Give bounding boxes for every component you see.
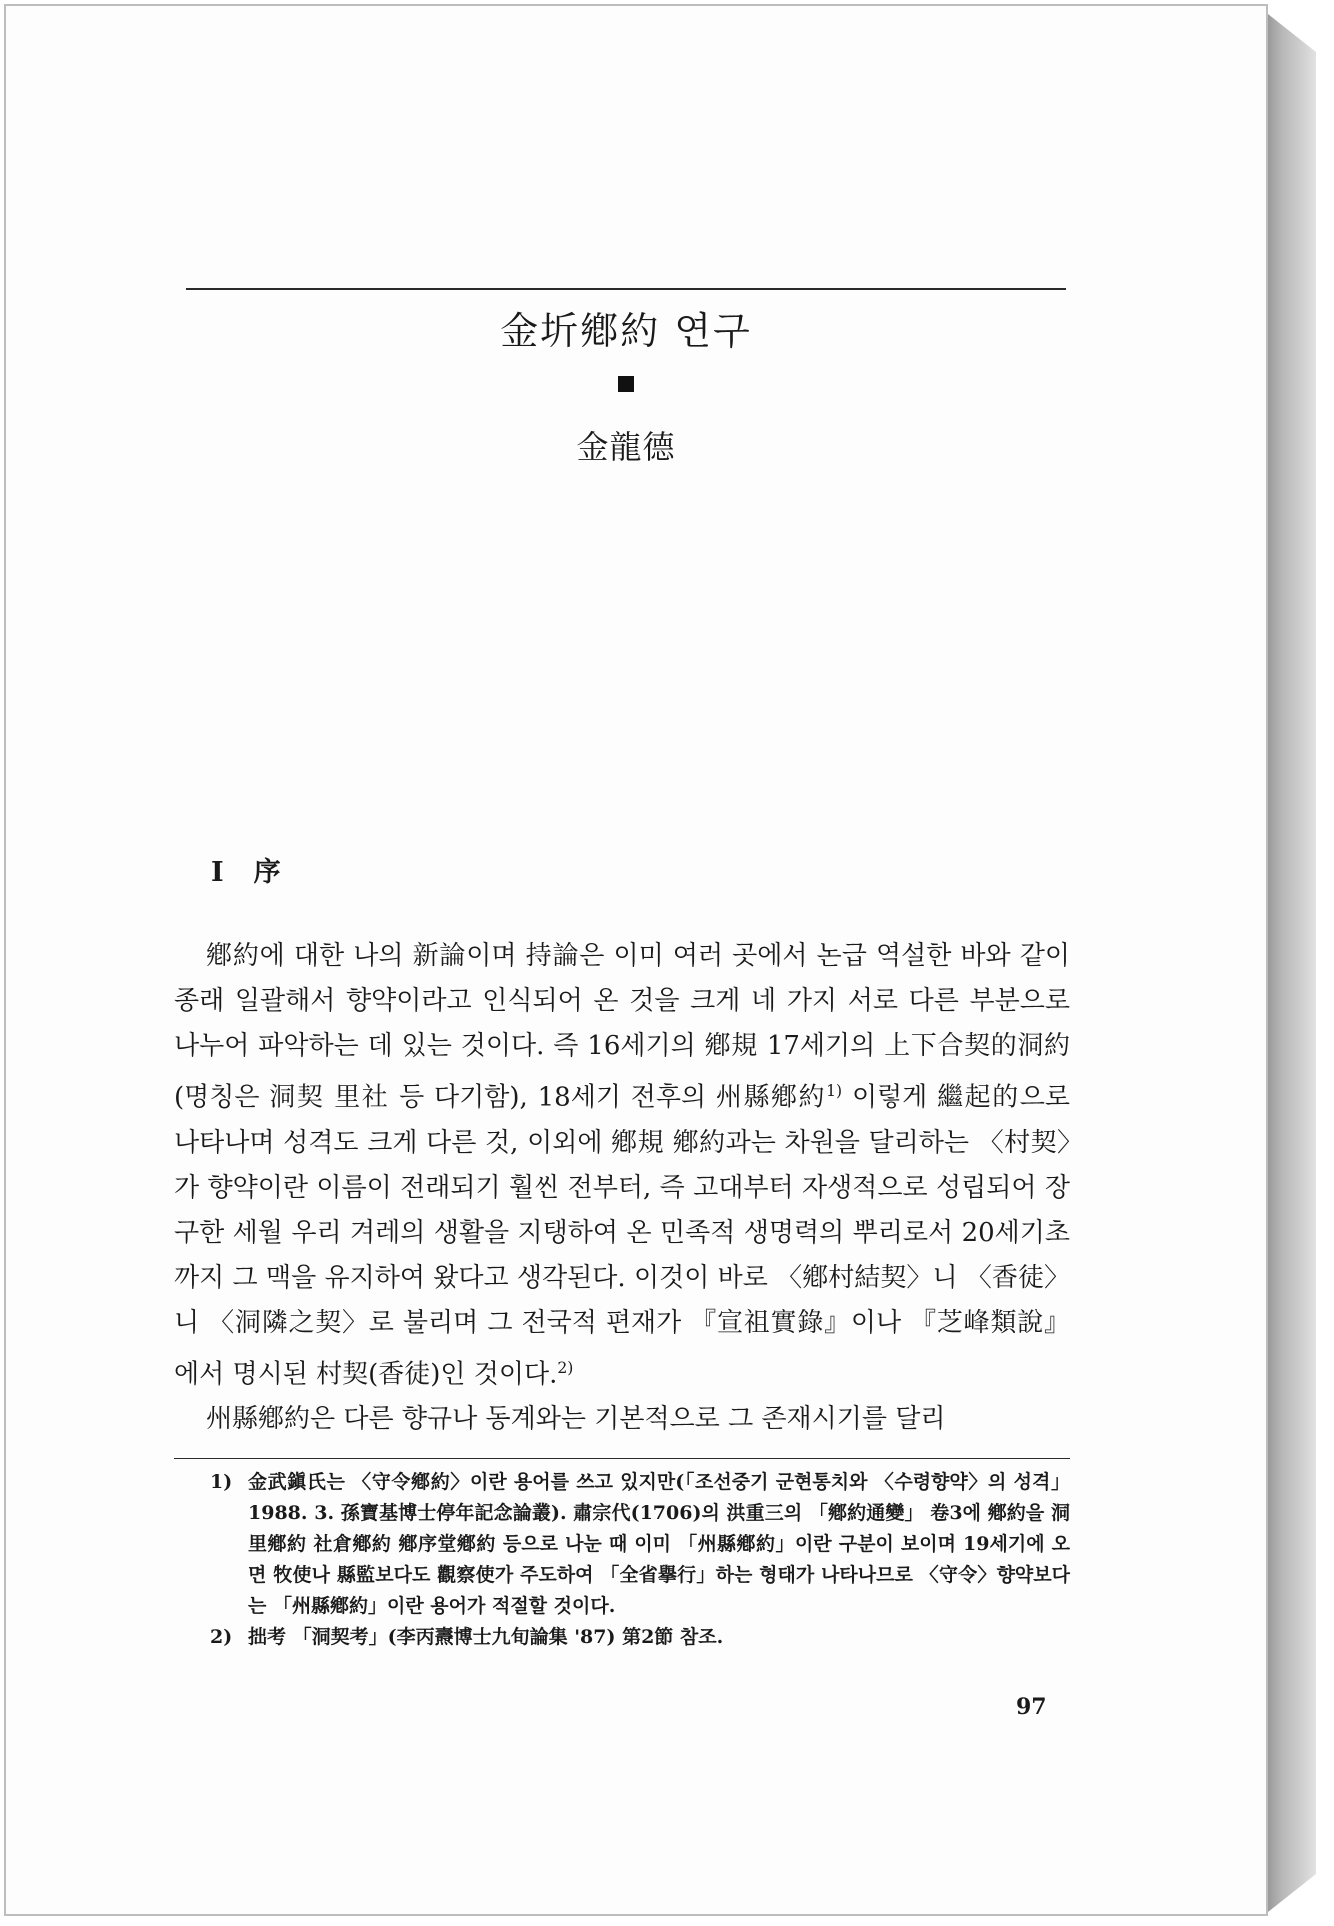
footnote-ref-2: 2) bbox=[557, 1358, 574, 1377]
footnotes bbox=[174, 1458, 1070, 1653]
section-title: 序 bbox=[253, 857, 281, 888]
section-number: Ⅰ bbox=[211, 857, 224, 888]
footnote-text: 拙考 「洞契考」(李丙燾博士九旬論集 '87) 第2節 참조. bbox=[248, 1626, 724, 1648]
footnote-number: 2) bbox=[210, 1626, 233, 1648]
paragraph-1-part-b: 이렇게 繼起的으로 나타나며 성격도 크게 다른 것, 이외에 鄕規 鄕約과는 차원을 달리하는 〈村契〉가 향약이란 이름이 전래되기 훨씬 전부터, 즉 고대부터 자생적으로 성립되어 장구한 세월 우리 겨레의 생활을 지탱하여 온 민족적 생명력의 뿌리로서 20세기초까지 그 맥을 유지하여 왔다고 생각된다. 이것이 바로 〈鄕村結契〉니 〈香徒〉니 〈洞隣之契〉로 불리며 그 전국적 편재가 『宣祖實錄』이나 『芝峰類說』에서 명시된 村契(香徒)인 것이다. bbox=[174, 1082, 1070, 1390]
footnote-text: 金武鎭氏는 〈守令鄕約〉이란 용어를 쓰고 있지만(「조선중기 군현통치와 〈수령향약〉의 성격」 1988. 3. 孫寶基博士停年記念論叢). 肅宗代(1706)의 洪重三의 「鄕約通變」 卷3에 鄕約을 洞里鄕約 社倉鄕約 鄕序堂鄕約 등으로 나눈 때 이미 「州縣鄕約」이란 구분이 보이며 19세기에 오면 牧使나 縣監보다도 觀察使가 주도하여 「全省擧行」하는 형태가 나타나므로 〈守令〉향약보다는 「州縣鄕約」이란 용어가 적절할 것이다. bbox=[248, 1471, 1070, 1617]
footnote bbox=[174, 1467, 1070, 1622]
page-stack-edge bbox=[1268, 14, 1316, 1912]
footnote-number: 1) bbox=[210, 1471, 233, 1493]
section-heading bbox=[211, 850, 281, 889]
book-page bbox=[4, 4, 1268, 1916]
body-text bbox=[174, 934, 1070, 1442]
title-rule bbox=[186, 288, 1066, 290]
article-title: 金圻鄕約 연구 bbox=[500, 309, 752, 353]
footnote bbox=[174, 1622, 1070, 1653]
article-author: 金龍德 bbox=[576, 428, 676, 466]
footnote-ref-1: 1) bbox=[826, 1082, 843, 1100]
paragraph-1-part-a: 鄕約에 대한 나의 新論이며 持論은 이미 여러 곳에서 논급 역설한 바와 같이 종래 일괄해서 향약이라고 인식되어 온 것을 크게 네 가지 서로 다른 부분으로 나누어 파악하는 데 있는 것이다. 즉 16세기의 鄕規 17세기의 上下合契的洞約(명칭은 洞契 里社 등 다기함), 18세기 전후의 州縣鄕約 bbox=[174, 941, 1070, 1113]
paragraph-2: 州縣鄕約은 다른 향규나 동계와는 기본적으로 그 존재시기를 달리 bbox=[206, 1404, 946, 1435]
paragraph-1 bbox=[174, 934, 1070, 1397]
separator-square-icon bbox=[618, 376, 634, 392]
page-number: 97 bbox=[1016, 1694, 1047, 1720]
